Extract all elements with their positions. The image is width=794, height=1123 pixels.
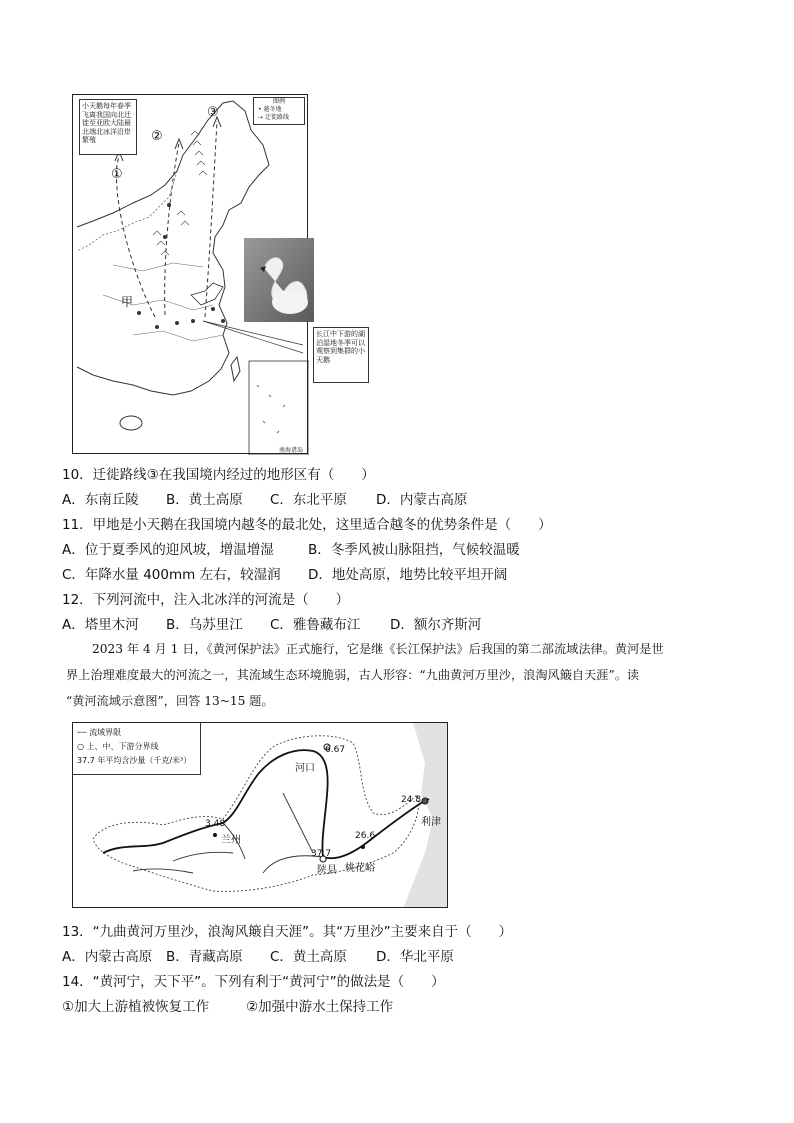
q11-stem: 11．甲地是小天鹅在我国境内越冬的最北处，这里适合越冬的优势条件是（ ） [62, 517, 552, 533]
q12-stem: 12．下列河流中，注入北冰洋的河流是（ ） [62, 592, 350, 608]
q10-option-c[interactable]: C．东北平原 [270, 492, 347, 508]
map2-legend [73, 723, 201, 775]
route-label-2: ② [151, 129, 163, 144]
inset-label: 南海诸岛 [279, 447, 304, 454]
value-lijin: 24.8 [401, 795, 422, 805]
passage-line-2: 界上治理难度最大的河流之一，其流域生态环境脆弱，古人形容：“九曲黄河万里沙，浪淘风簸自天涯”。读 [66, 668, 640, 682]
q13-stem: 13．“九曲黄河万里沙，浪淘风簸自天涯”。其“万里沙”主要来自于（ ） [62, 924, 513, 940]
value-taohuayu: 26.6 [355, 831, 376, 841]
q11-option-a[interactable]: A．位于夏季风的迎风坡，增温增湿 [62, 542, 274, 558]
wintering-note-text: 长江中下游的湖泊湿地冬季可以观察到集群的小天鹅 [316, 330, 365, 364]
place-lijin: 利津 [421, 817, 441, 828]
q14-stem: 14．“黄河宁，天下平”。下列有利于“黄河宁”的做法是（ ） [62, 974, 445, 990]
q10-option-b[interactable]: B．黄土高原 [166, 492, 243, 508]
map1-legend [253, 97, 305, 125]
place-hekou: 河口 [295, 763, 315, 774]
place-lanzhou: 兰州 [221, 835, 241, 846]
legend-item-route: 迁徙路线 [264, 114, 289, 121]
wintering-note-box [313, 327, 369, 383]
q11-option-d[interactable]: D．地处高原，地势比较平坦开阔 [308, 567, 508, 583]
q10-option-a[interactable]: A．东南丘陵 [62, 492, 139, 508]
route-line-icon: ⇢ [258, 114, 264, 121]
passage-line-3: “黄河流域示意图”，回答 13~15 题。 [66, 694, 274, 708]
swan-photo [244, 238, 314, 322]
q10-option-d[interactable]: D．内蒙古高原 [376, 492, 468, 508]
yellow-river-basin-map [72, 722, 448, 908]
legend-title: 图例 [272, 98, 285, 105]
q14-choice-2: ②加强中游水土保持工作 [246, 999, 394, 1015]
route-label-3: ③ [207, 105, 219, 120]
q10-stem: 10．迁徙路线③在我国境内经过的地形区有（ ） [62, 467, 375, 483]
value-lanzhou: 3.48 [205, 819, 226, 829]
q13-option-a[interactable]: A．内蒙古高原 [62, 949, 153, 965]
place-taohuayu: 桃花峪 [345, 863, 375, 874]
wintering-dot-icon: • [258, 106, 262, 113]
q12-option-b[interactable]: B．乌苏里江 [166, 617, 243, 633]
q14-choice-1: ①加大上游植被恢复工作 [62, 999, 210, 1015]
division-dot-icon: ○ [77, 742, 84, 751]
place-label-jia: 甲 [121, 295, 134, 309]
migration-note-text: 小天鹅每年春季飞离我国向北迁徙至亚欧大陆最北端北冰洋沿岸繁殖 [82, 102, 131, 144]
q11-option-b[interactable]: B．冬季风被山脉阻挡，气候较温暖 [308, 542, 520, 558]
yellow-river-passage [66, 636, 730, 714]
q13-option-b[interactable]: B．青藏高原 [166, 949, 243, 965]
place-shanxian: 陕县 [317, 865, 337, 876]
boundary-line-icon: ┄┄ [77, 728, 87, 737]
q12-option-a[interactable]: A．塔里木河 [62, 617, 139, 633]
swan-image [244, 238, 314, 322]
q11-option-c[interactable]: C．年降水量 400mm 左右，较湿润 [62, 567, 281, 583]
passage-line-1: 2023 年 4 月 1 日，《黄河保护法》正式施行，它是继《长江保护法》后我国的第二部流域法律。黄河是世 [92, 642, 664, 656]
value-shanxian: 37.7 [311, 849, 332, 859]
value-hekou: 6.67 [325, 745, 346, 755]
q13-option-c[interactable]: C．黄土高原 [270, 949, 347, 965]
legend-sediment: 37.7 年平均含沙量（千克/米³） [77, 756, 192, 765]
route-label-1: ① [111, 167, 123, 182]
legend-division-line: 上、中、下游分界线 [86, 742, 159, 751]
legend-item-wintering: 越冬地 [263, 106, 282, 113]
q13-option-d[interactable]: D．华北平原 [376, 949, 454, 965]
legend-basin-boundary: 流域界限 [89, 728, 122, 737]
q12-option-c[interactable]: C．雅鲁藏布江 [270, 617, 361, 633]
migration-note-box [79, 99, 137, 155]
q12-option-d[interactable]: D．额尔齐斯河 [390, 617, 482, 633]
